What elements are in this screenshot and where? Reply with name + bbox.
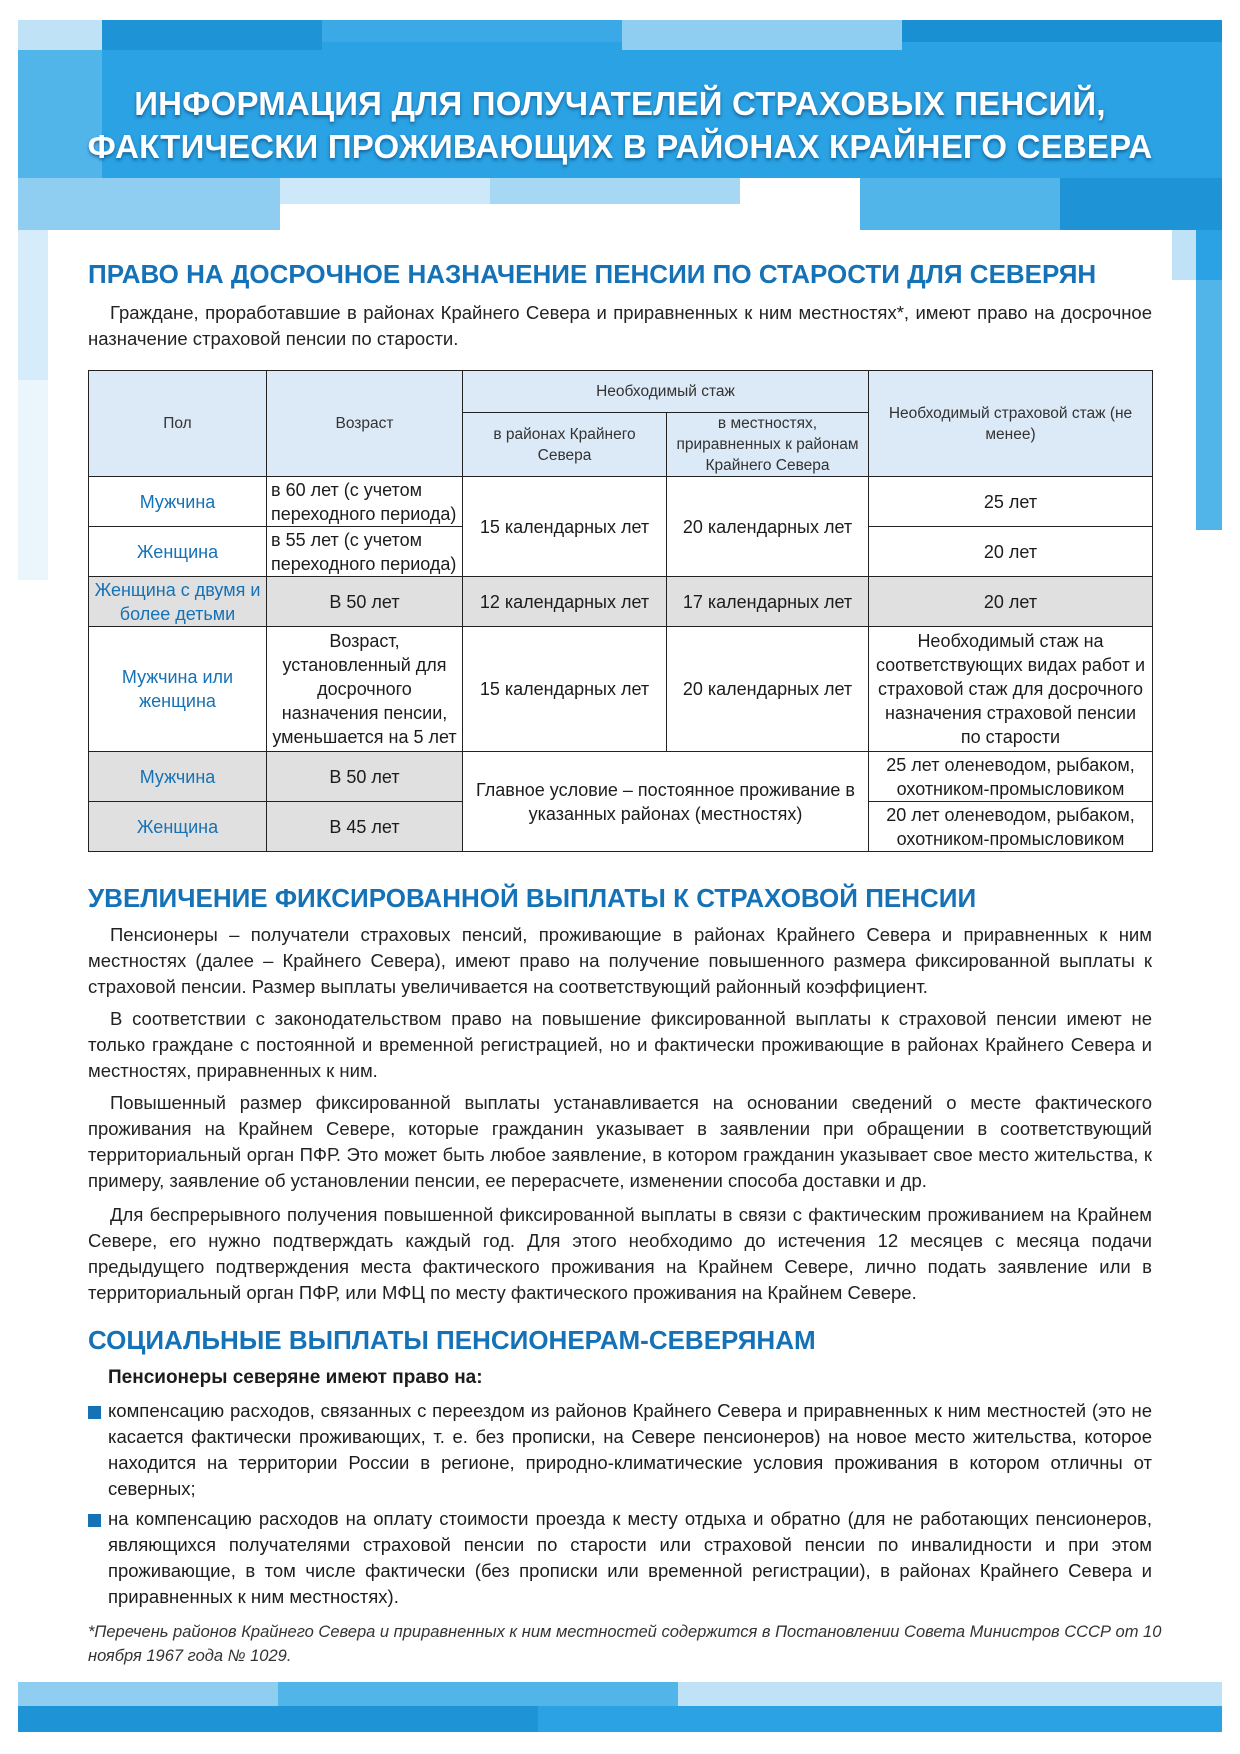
paragraph: Для беспрерывного получения повышенной фиксированной выплаты в связи с фактическим проживанием на Крайнем Севере, его нужно подтверждать каждый год. Для этого необходимо до истечения 12 месяцев с месяца подачи предыдущего подтверждения места фактического проживания на Крайнем Севере, лично подать заявление или в территориальный орган ПФР, или МФЦ по месту фактического проживания на Крайнем Севере.	[88, 1204, 1152, 1303]
table-cell-age: В 50 лет	[267, 752, 463, 802]
table-cell-sex: Мужчина или женщина	[89, 627, 267, 752]
page-title	[18, 82, 1222, 168]
table-cell-equated: 20 календарных лет	[667, 477, 869, 577]
table-cell-insurance: 20 лет	[869, 527, 1153, 577]
footnote: *Перечень районов Крайнего Севера и приравненных к ним местностей содержится в Постановлении Совета Министров СССР от 10 ноября 1967 года № 1029.	[88, 1623, 1162, 1665]
header-required-service: Необходимый стаж	[463, 371, 869, 413]
section-heading-fixed-payment: УВЕЛИЧЕНИЕ ФИКСИРОВАННОЙ ВЫПЛАТЫ К СТРАХОВОЙ ПЕНСИИ	[88, 883, 977, 913]
table-cell-sex: Мужчина	[89, 477, 267, 527]
table-cell-sex: Женщина с двумя и более детьми	[89, 577, 267, 627]
table-cell-north: 12 календарных лет	[463, 577, 667, 627]
header-age: Возраст	[267, 371, 463, 477]
table-cell-north: 15 календарных лет	[463, 477, 667, 577]
title-line-1: ИНФОРМАЦИЯ ДЛЯ ПОЛУЧАТЕЛЕЙ СТРАХОВЫХ ПЕНСИЙ,	[134, 85, 1106, 122]
list-item: на компенсацию расходов на оплату стоимости проезда к месту отдыха и обратно (для не работающих пенсионеров, являющихся получателями страховой пенсии по старости или страховой пенсии по инвалидности и при этом проживающие, в том числе фактически (без прописки или временной регистрации), в районах Крайнего Севера и приравненных к ним местностях).	[108, 1508, 1152, 1607]
table-cell-age: Возраст, установленный для досрочного назначения пенсии, уменьшается на 5 лет	[267, 627, 463, 752]
table-cell-age: в 60 лет (с учетом переходного периода)	[267, 477, 463, 527]
pension-table	[88, 370, 1153, 852]
table-cell-equated: 20 календарных лет	[667, 627, 869, 752]
title-line-2: ФАКТИЧЕСКИ ПРОЖИВАЮЩИХ В РАЙОНАХ КРАЙНЕГО СЕВЕРА	[87, 128, 1153, 165]
table-cell-insurance: Необходимый стаж на соответствующих видах работ и страховой стаж для досрочного назначения страховой пенсии по старости	[869, 627, 1153, 752]
paragraph: Пенсионеры – получатели страховых пенсий, проживающие в районах Крайнего Севера и приравненных к ним местностях (далее – Крайнего Севера), имеют право на получение повышенного размера фиксированной выплаты к страховой пенсии. Размер выплаты увеличивается на соответствующий районный коэффициент.	[88, 924, 1152, 997]
table-cell-insurance: 20 лет оленеводом, рыбаком, охотником-промысловиком	[869, 802, 1153, 852]
table-cell-insurance: 25 лет оленеводом, рыбаком, охотником-промысловиком	[869, 752, 1153, 802]
table-cell-age: В 45 лет	[267, 802, 463, 852]
paragraph: Повышенный размер фиксированной выплаты устанавливается на основании сведений о месте фактического проживания на Крайнем Севере, которые гражданин указывает в заявлении при обращении в соответствующий территориальный орган ПФР. Это может быть любое заявление, в котором гражданин указывает свое место жительства, к примеру, заявление об установлении пенсии, ее перерасчете, изменении способа доставки и др.	[88, 1092, 1152, 1191]
table-cell-age: в 55 лет (с учетом переходного периода)	[267, 527, 463, 577]
table-cell-age: В 50 лет	[267, 577, 463, 627]
bullet-square-icon	[88, 1514, 101, 1527]
table-cell-sex: Мужчина	[89, 752, 267, 802]
header-far-north: в районах Крайнего Севера	[463, 413, 667, 477]
paragraph: В соответствии с законодательством право на повышение фиксированной выплаты к страховой пенсии имеют не только граждане с постоянной и временной регистрацией, но и фактически проживающие в районах Крайнего Севера и местностях, приравненных к ним.	[88, 1008, 1152, 1081]
table-cell-insurance: 25 лет	[869, 477, 1153, 527]
table-cell-sex: Женщина	[89, 802, 267, 852]
table-cell-condition: Главное условие – постоянное проживание в указанных районах (местностях)	[463, 752, 869, 852]
list-item: компенсацию расходов, связанных с переездом из районов Крайнего Севера и приравненных к ним местностей (это не касается фактически проживающих, т. е. без прописки, на Севере пенсионеров) на новое место жительства, которое находится на территории России в регионе, природно-климатические условия проживания в котором отличны от северных;	[108, 1400, 1152, 1499]
header-sex: Пол	[89, 371, 267, 477]
bullet-square-icon	[88, 1406, 101, 1419]
table-cell-north: 15 календарных лет	[463, 627, 667, 752]
section-heading-early-pension: ПРАВО НА ДОСРОЧНОЕ НАЗНАЧЕНИЕ ПЕНСИИ ПО СТАРОСТИ ДЛЯ СЕВЕРЯН	[88, 259, 1097, 289]
table-cell-insurance: 20 лет	[869, 577, 1153, 627]
section-intro: Граждане, проработавшие в районах Крайнего Севера и приравненных к ним местностях*, имеют право на досрочное назначение страховой пенсии по старости.	[88, 302, 1152, 349]
header-equated-areas: в местностях, приравненных к районам Крайнего Севера	[667, 413, 869, 477]
header-insurance-service: Необходимый страховой стаж (не менее)	[869, 371, 1153, 477]
section-heading-social-payments: СОЦИАЛЬНЫЕ ВЫПЛАТЫ ПЕНСИОНЕРАМ-СЕВЕРЯНАМ	[88, 1325, 816, 1355]
table-cell-sex: Женщина	[89, 527, 267, 577]
list-lead: Пенсионеры северяне имеют право на:	[108, 1367, 483, 1388]
table-cell-equated: 17 календарных лет	[667, 577, 869, 627]
